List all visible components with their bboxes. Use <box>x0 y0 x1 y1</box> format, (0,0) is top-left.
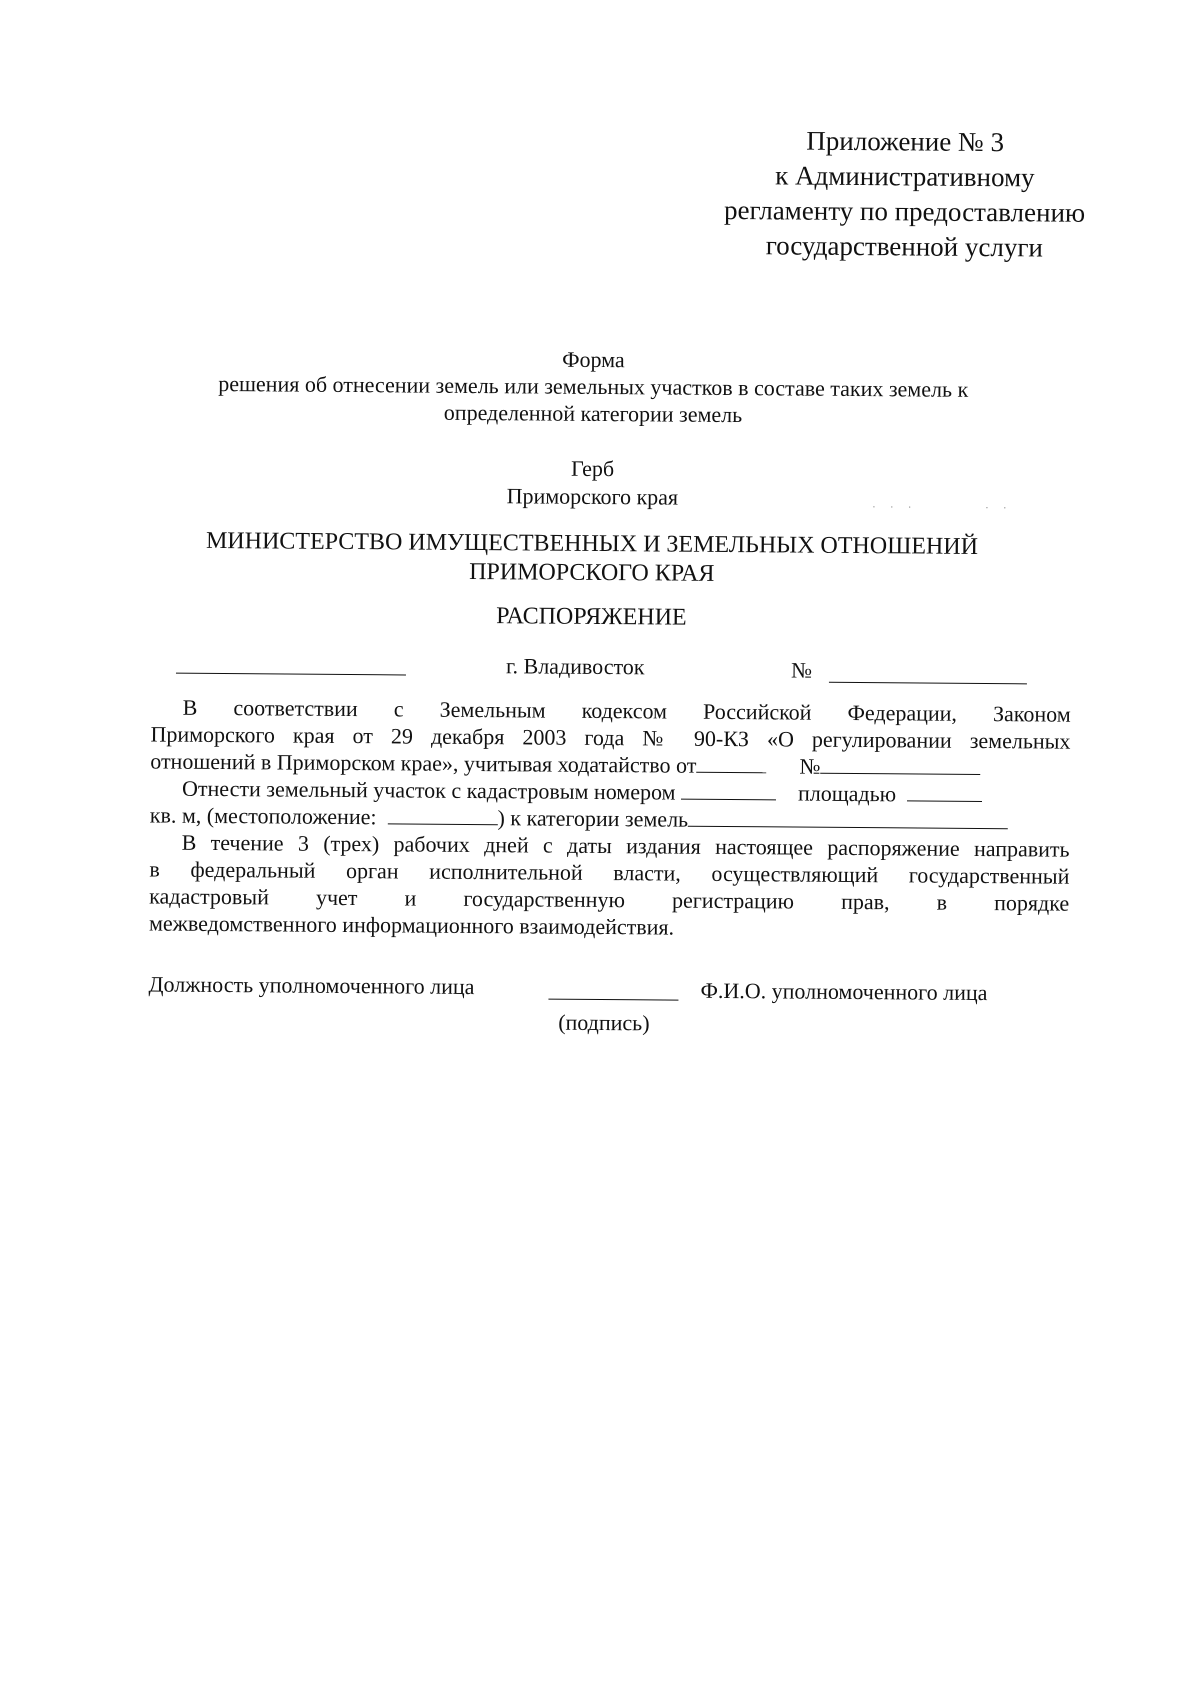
emblem-line-2: Приморского края <box>506 483 679 510</box>
ministry-line-2: ПРИМОРСКОГО КРАЯ <box>469 558 715 587</box>
paragraph-3-line-3: кадастровый учет и государственную регистрацию прав, в порядке <box>149 883 1070 916</box>
order-body <box>149 693 1071 943</box>
petition-text: отношений в Приморском крае», учитывая ходатайство от <box>150 748 697 778</box>
ministry-name <box>142 526 1042 591</box>
area-blank <box>907 782 982 802</box>
form-subtitle-line-2: определенной категории земель <box>443 399 743 428</box>
paragraph-1-line-1: В соответствии с Земельным кодексом Российской Федерации, Законом <box>182 694 1071 727</box>
city-label: г. Владивосток <box>505 653 645 680</box>
location-blank <box>387 805 497 825</box>
signature-blank-line <box>548 981 678 1001</box>
form-subtitle-line-1: решения об отнесении земель или земельных участков в составе таких земель к <box>218 370 969 402</box>
appendix-line-3: регламенту по предоставлению <box>723 194 1086 228</box>
date-city-number-row <box>141 652 1061 689</box>
signature-caption: (подпись) <box>558 1009 650 1036</box>
category-blank <box>688 808 1008 830</box>
form-heading <box>143 342 1044 430</box>
scan-artifact: · · · · · <box>872 502 1013 515</box>
petition-number-sign: № <box>799 753 821 779</box>
date-blank-line <box>176 653 406 676</box>
appendix-line-4: государственной услуги <box>765 230 1044 263</box>
signature-block <box>148 971 1059 1048</box>
cadastral-number-blank <box>681 781 776 801</box>
appendix-header <box>694 123 1115 266</box>
order-title: РАСПОРЯЖЕНИЕ <box>496 603 687 631</box>
appendix-line-2: к Административному <box>775 160 1035 193</box>
paragraph-3-line-4: межведомственного информационного взаимодействия. <box>148 910 675 940</box>
petition-date-blank <box>696 754 766 774</box>
petition-number-blank <box>820 755 980 775</box>
ministry-line-1: МИНИСТЕРСТВО ИМУЩЕСТВЕННЫХ И ЗЕМЕЛЬНЫХ ОТНОШЕНИЙ <box>205 527 979 560</box>
category-label: ) к категории земель <box>497 805 689 832</box>
area-label: площадью <box>797 780 897 807</box>
assign-text: Отнести земельный участок с кадастровым номером <box>181 775 676 805</box>
fio-label: Ф.И.О. уполномоченного лица <box>700 977 988 1006</box>
emblem-line-1: Герб <box>570 455 615 482</box>
paragraph-3-line-1: В течение 3 (трех) рабочих дней с даты издания настоящее распоряжение направить <box>181 829 1070 862</box>
number-sign: № <box>790 657 813 683</box>
appendix-number: Приложение № 3 <box>806 125 1005 158</box>
paragraph-3-line-2: в федеральный орган исполнительной власти, осуществляющий государственный <box>149 856 1070 889</box>
number-blank-line <box>829 662 1027 685</box>
form-title: Форма <box>562 346 625 373</box>
position-label: Должность уполномоченного лица <box>148 971 475 1000</box>
location-label: кв. м, (местоположение: <box>149 802 377 830</box>
paragraph-1-line-2: Приморского края от 29 декабря 2003 года № 90-КЗ «О регулировании земельных <box>150 721 1071 754</box>
